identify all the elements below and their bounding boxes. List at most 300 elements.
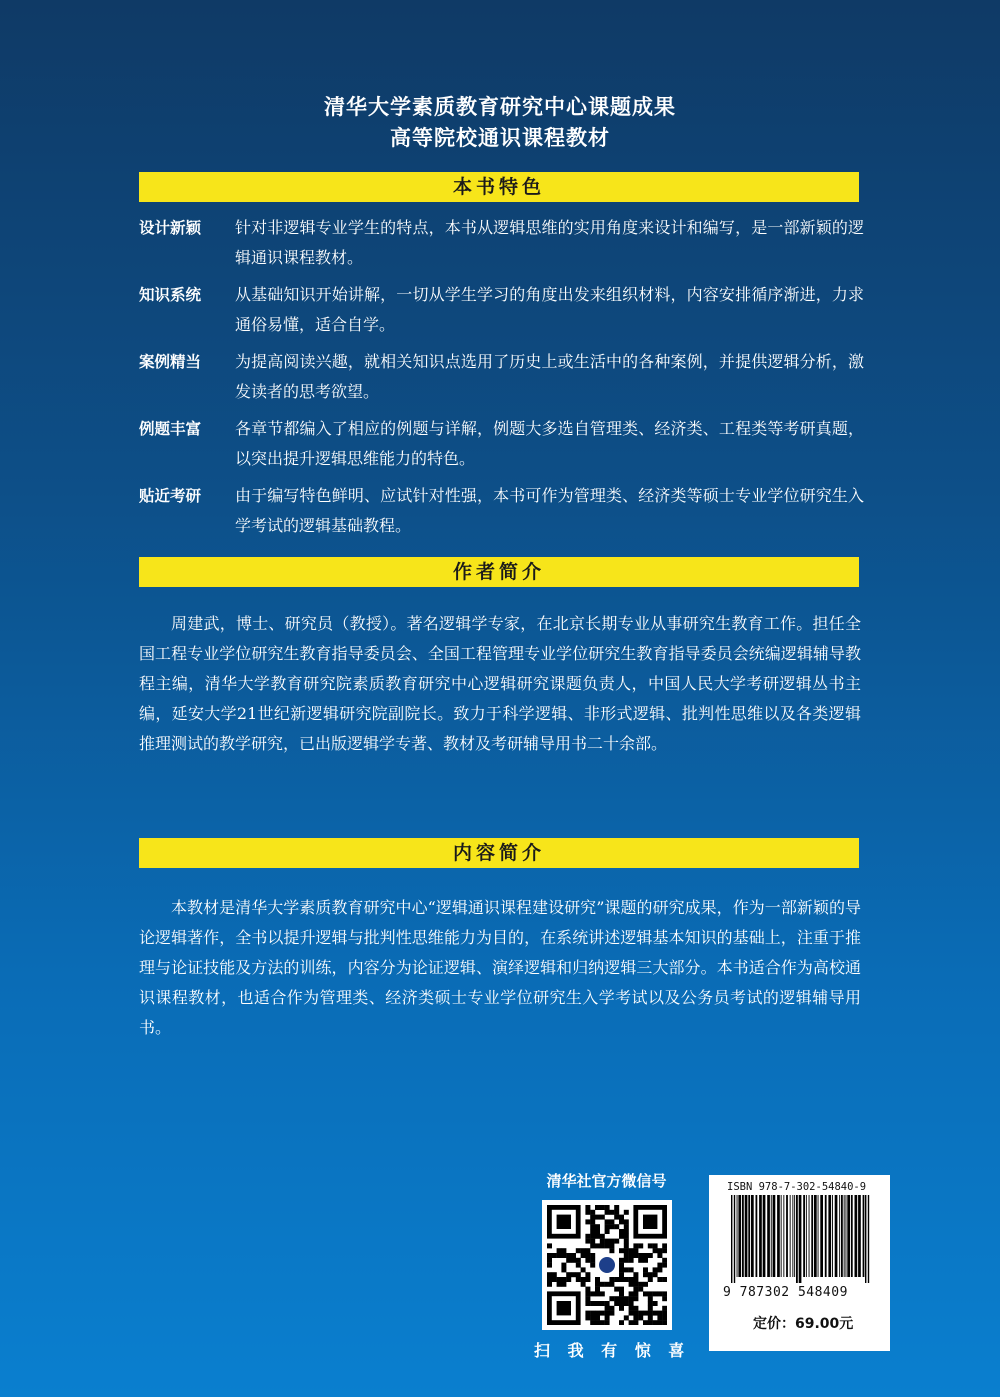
qr-module (585, 1315, 590, 1320)
qr-module (580, 1248, 585, 1253)
qr-module (623, 1210, 628, 1215)
qr-module (556, 1282, 561, 1287)
qr-module (662, 1306, 667, 1311)
qr-module (575, 1248, 580, 1253)
qr-module (566, 1258, 571, 1263)
qr-module (561, 1263, 566, 1268)
qr-module (619, 1258, 624, 1263)
qr-logo-icon (598, 1256, 616, 1274)
qr-module (657, 1263, 662, 1268)
qr-module (561, 1277, 566, 1282)
qr-module (585, 1301, 590, 1306)
qr-module (647, 1311, 652, 1316)
qr-module (599, 1282, 604, 1287)
barcode-bar (742, 1195, 744, 1277)
qr-module (619, 1215, 624, 1220)
qr-module (623, 1267, 628, 1272)
qr-module (585, 1258, 590, 1263)
qr-module (647, 1315, 652, 1320)
qr-module (585, 1248, 590, 1253)
barcode-bar (828, 1195, 831, 1277)
qr-module (604, 1306, 609, 1311)
qr-module (633, 1315, 638, 1320)
qr-module (580, 1277, 585, 1282)
qr-module (551, 1253, 556, 1258)
feature-text: 为提高阅读兴趣，就相关知识点选用了历史上或生活中的各种案例，并提供逻辑分析，激发读者的思考欲望。 (235, 352, 864, 401)
qr-module (590, 1263, 595, 1268)
qr-module (647, 1291, 652, 1296)
qr-module (561, 1253, 566, 1258)
qr-module (662, 1311, 667, 1316)
barcode-bar (773, 1195, 776, 1277)
qr-module (619, 1267, 624, 1272)
qr-module (590, 1291, 595, 1296)
qr-module (638, 1253, 643, 1258)
qr-module (590, 1320, 595, 1325)
qr-finder (643, 1215, 657, 1229)
barcode-bar (796, 1195, 798, 1283)
qr-module (590, 1311, 595, 1316)
qr-module (595, 1234, 600, 1239)
cover-titles (0, 92, 1000, 154)
qr-module (585, 1219, 590, 1224)
qr-module (604, 1219, 609, 1224)
qr-module (556, 1277, 561, 1282)
barcode-bar (731, 1195, 732, 1283)
barcode-bar (777, 1195, 780, 1277)
qr-module (547, 1258, 552, 1263)
qr-module (638, 1287, 643, 1292)
qr-finder (556, 1215, 570, 1229)
qr-module (652, 1301, 657, 1306)
qr-module (604, 1224, 609, 1229)
qr-module (590, 1239, 595, 1244)
qr-module (566, 1272, 571, 1277)
qr-module (619, 1306, 624, 1311)
qr-module (662, 1320, 667, 1325)
qr-module (652, 1243, 657, 1248)
qr-module (647, 1306, 652, 1311)
barcode-bar (738, 1195, 741, 1277)
qr-module (580, 1253, 585, 1258)
qr-module (599, 1234, 604, 1239)
qr-module (604, 1229, 609, 1234)
barcode-bar (814, 1195, 817, 1277)
feature-label: 设计新颖 (139, 219, 202, 237)
barcode-bar (811, 1195, 813, 1277)
qr-module (590, 1234, 595, 1239)
qr-module (609, 1243, 614, 1248)
qr-module (604, 1282, 609, 1287)
qr-module (604, 1205, 609, 1210)
qr-module (643, 1320, 648, 1325)
qr-module (595, 1215, 600, 1220)
qr-module (590, 1215, 595, 1220)
barcode-bar (734, 1195, 735, 1283)
qr-module (623, 1296, 628, 1301)
feature-label: 知识系统 (139, 286, 202, 304)
qr-module (585, 1210, 590, 1215)
qr-module (547, 1243, 552, 1248)
barcode-bar (737, 1195, 738, 1277)
qr-module (623, 1219, 628, 1224)
barcode-bar (818, 1195, 819, 1277)
qr-module (585, 1296, 590, 1301)
barcode-bar (794, 1195, 795, 1277)
qr-module (585, 1311, 590, 1316)
qr-module (547, 1277, 552, 1282)
barcode-bar (763, 1195, 766, 1277)
qr-module (585, 1253, 590, 1258)
qr-module (633, 1248, 638, 1253)
qr-module (662, 1277, 667, 1282)
qr-module (628, 1301, 633, 1306)
barcode-bar (820, 1195, 823, 1277)
qr-module (657, 1253, 662, 1258)
barcode-bar (835, 1195, 838, 1277)
barcode-bar (855, 1195, 858, 1277)
price-label: 定价：69.00元 (753, 1316, 854, 1332)
qr-module (652, 1272, 657, 1277)
qr-module (633, 1272, 638, 1277)
feature-item (139, 280, 864, 340)
qr-module (609, 1282, 614, 1287)
qr-module (566, 1277, 571, 1282)
qr-module (585, 1287, 590, 1292)
qr-module (623, 1243, 628, 1248)
qr-module (604, 1315, 609, 1320)
barcode-bar (767, 1195, 770, 1277)
qr-module (590, 1258, 595, 1263)
qr-module (619, 1263, 624, 1268)
barcode-bar (786, 1195, 788, 1277)
qr-module (652, 1267, 657, 1272)
qr-module (647, 1296, 652, 1301)
qr-module (623, 1239, 628, 1244)
isbn-text: ISBN 978-7-302-54840-9 (727, 1181, 867, 1193)
qr-module (623, 1277, 628, 1282)
qr-module (633, 1277, 638, 1282)
qr-module (604, 1239, 609, 1244)
qr-module (628, 1320, 633, 1325)
qr-module (657, 1267, 662, 1272)
qr-module (628, 1311, 633, 1316)
qr-module (595, 1315, 600, 1320)
barcode-bar (847, 1195, 850, 1277)
qr-module (619, 1301, 624, 1306)
qr-module (662, 1291, 667, 1296)
qr-module (647, 1272, 652, 1277)
qr-module (590, 1243, 595, 1248)
qr-module (556, 1248, 561, 1253)
qr-module (571, 1258, 576, 1263)
qr-module (609, 1219, 614, 1224)
qr-module (585, 1291, 590, 1296)
qr-module (614, 1215, 619, 1220)
qr-module (633, 1320, 638, 1325)
barcode-bar (863, 1195, 865, 1277)
wechat-qr-block (534, 1170, 691, 1361)
qr-module (619, 1219, 624, 1224)
qr-module (628, 1296, 633, 1301)
qr-module (638, 1311, 643, 1316)
author-heading: 作者简介 (139, 557, 859, 587)
qr-module (638, 1258, 643, 1263)
qr-module (633, 1282, 638, 1287)
qr-module (662, 1243, 667, 1248)
qr-module (623, 1229, 628, 1234)
barcode-bar (751, 1195, 754, 1277)
barcode-bar (783, 1195, 784, 1277)
qr-module (643, 1253, 648, 1258)
qr-module (657, 1277, 662, 1282)
qr-caption: 清华社官方微信号 (546, 1172, 667, 1190)
qr-module (619, 1272, 624, 1277)
qr-module (628, 1258, 633, 1263)
feature-item (139, 347, 864, 407)
barcode-bar (825, 1195, 827, 1277)
qr-module (633, 1296, 638, 1301)
isbn-barcode-block (709, 1175, 890, 1351)
qr-module (599, 1243, 604, 1248)
barcode-bar (799, 1195, 802, 1283)
qr-module (585, 1239, 590, 1244)
qr-module (595, 1301, 600, 1306)
series-subtitle: 高等院校通识课程教材 (390, 126, 610, 150)
qr-module (623, 1253, 628, 1258)
qr-module (628, 1306, 633, 1311)
qr-module (647, 1301, 652, 1306)
qr-module (643, 1282, 648, 1287)
qr-module (614, 1205, 619, 1210)
qr-module (657, 1315, 662, 1320)
qr-module (580, 1282, 585, 1287)
qr-module (657, 1311, 662, 1316)
qr-module (595, 1320, 600, 1325)
qr-module (647, 1243, 652, 1248)
barcode-bar (868, 1195, 869, 1283)
qr-module (599, 1205, 604, 1210)
qr-module (585, 1272, 590, 1277)
qr-module (614, 1277, 619, 1282)
qr-module (595, 1229, 600, 1234)
qr-module (614, 1296, 619, 1301)
qr-module (609, 1311, 614, 1316)
qr-module (595, 1287, 600, 1292)
qr-module (571, 1253, 576, 1258)
qr-module (619, 1229, 624, 1234)
qr-module (633, 1306, 638, 1311)
features-list (139, 213, 864, 548)
barcode-bar (846, 1195, 847, 1277)
qr-module (647, 1253, 652, 1258)
qr-module (609, 1306, 614, 1311)
qr-module (647, 1320, 652, 1325)
barcode-bar (851, 1195, 853, 1277)
qr-module (599, 1320, 604, 1325)
qr-module (633, 1291, 638, 1296)
qr-module (638, 1243, 643, 1248)
feature-text: 从基础知识开始讲解，一切从学生学习的角度出发来组织材料，内容安排循序渐进，力求通俗易懂，适合自学。 (235, 285, 864, 334)
qr-module (604, 1311, 609, 1316)
qr-module (614, 1239, 619, 1244)
qr-module (662, 1296, 667, 1301)
feature-item (139, 481, 864, 541)
content-summary: 本教材是清华大学素质教育研究中心“逻辑通识课程建设研究”课题的研究成果，作为一部新颖的导论逻辑著作，全书以提升逻辑与批判性思维能力为目的，在系统讲述逻辑基本知识的基础上，注重于推理与论证技能及方法的训练，内容分为论证逻辑、演绎逻辑和归纳逻辑三大部分。本书适合作为高校通识课程教材，也适合作为管理类、经济类硕士专业学位研究生入学考试以及公务员考试的逻辑辅导用书。 (139, 898, 861, 1037)
qr-module (599, 1311, 604, 1316)
qr-module (590, 1219, 595, 1224)
qr-module (619, 1287, 624, 1292)
qr-code-icon (542, 1200, 672, 1330)
qr-module (609, 1248, 614, 1253)
qr-module (628, 1282, 633, 1287)
qr-module (619, 1296, 624, 1301)
barcode-bar (771, 1195, 772, 1277)
qr-module (585, 1234, 590, 1239)
content-heading: 内容简介 (139, 838, 859, 868)
qr-module (643, 1311, 648, 1316)
qr-module (657, 1248, 662, 1253)
qr-module (604, 1210, 609, 1215)
feature-text: 针对非逻辑专业学生的特点，本书从逻辑思维的实用角度来设计和编写，是一部新颖的逻辑通识课程教材。 (235, 218, 864, 267)
qr-module (547, 1272, 552, 1277)
qr-module (609, 1296, 614, 1301)
barcode-icon (731, 1195, 871, 1283)
qr-module (643, 1272, 648, 1277)
qr-module (643, 1291, 648, 1296)
qr-module (575, 1277, 580, 1282)
barcode-bar (809, 1195, 810, 1277)
qr-module (628, 1277, 633, 1282)
qr-module (657, 1320, 662, 1325)
qr-module (614, 1301, 619, 1306)
qr-module (638, 1315, 643, 1320)
barcode-bar (759, 1195, 762, 1277)
feature-label: 贴近考研 (139, 487, 202, 505)
barcode-bar (803, 1195, 805, 1277)
qr-module (623, 1258, 628, 1263)
qr-module (547, 1253, 552, 1258)
qr-module (633, 1311, 638, 1316)
qr-module (547, 1263, 552, 1268)
qr-module (619, 1291, 624, 1296)
qr-module (599, 1215, 604, 1220)
qr-module (604, 1301, 609, 1306)
qr-module (609, 1277, 614, 1282)
qr-module (643, 1258, 648, 1263)
barcode-bar (748, 1195, 750, 1277)
qr-module (652, 1248, 657, 1253)
qr-module (566, 1253, 571, 1258)
qr-pattern (547, 1205, 667, 1325)
qr-module (595, 1291, 600, 1296)
qr-module (609, 1210, 614, 1215)
qr-module (652, 1291, 657, 1296)
qr-module (590, 1224, 595, 1229)
feature-text: 各章节都编入了相应的例题与详解，例题大多选自管理类、经济类、工程类等考研真题，以突出提升逻辑思维能力的特色。 (235, 419, 864, 468)
qr-module (614, 1210, 619, 1215)
qr-module (628, 1248, 633, 1253)
qr-module (623, 1315, 628, 1320)
qr-module (551, 1277, 556, 1282)
barcode-bar (806, 1195, 807, 1277)
qr-module (599, 1291, 604, 1296)
qr-module (609, 1224, 614, 1229)
barcode-bar (745, 1195, 748, 1277)
qr-module (633, 1287, 638, 1292)
feature-item (139, 414, 864, 474)
qr-module (595, 1243, 600, 1248)
qr-module (595, 1205, 600, 1210)
qr-module (628, 1291, 633, 1296)
qr-module (623, 1224, 628, 1229)
qr-module (590, 1253, 595, 1258)
qr-module (623, 1301, 628, 1306)
qr-module (619, 1248, 624, 1253)
features-heading: 本书特色 (139, 172, 859, 202)
qr-module (590, 1301, 595, 1306)
qr-module (628, 1253, 633, 1258)
series-title: 清华大学素质教育研究中心课题成果 (324, 95, 676, 119)
qr-module (662, 1258, 667, 1263)
qr-module (604, 1320, 609, 1325)
qr-module (561, 1248, 566, 1253)
barcode-bar (792, 1195, 793, 1277)
barcode-bar (790, 1195, 791, 1277)
feature-label: 例题丰富 (139, 420, 202, 438)
qr-module (590, 1229, 595, 1234)
qr-module (619, 1320, 624, 1325)
feature-item (139, 213, 864, 273)
qr-module (595, 1311, 600, 1316)
barcode-bar (832, 1195, 833, 1277)
qr-module (595, 1282, 600, 1287)
qr-module (662, 1315, 667, 1320)
qr-module (585, 1205, 590, 1210)
feature-text: 由于编写特色鲜明、应试针对性强，本书可作为管理类、经济类等硕士专业学位研究生入学考试的逻辑基础教程。 (235, 486, 864, 535)
qr-module (619, 1277, 624, 1282)
qr-module (657, 1291, 662, 1296)
qr-module (662, 1263, 667, 1268)
feature-label: 案例精当 (139, 353, 202, 371)
author-bio: 周建武，博士、研究员（教授）。著名逻辑学专家，在北京长期专业从事研究生教育工作。担任全国工程专业学位研究生教育指导委员会、全国工程管理专业学位研究生教育指导委员会统编逻辑辅导教程主编，清华大学教育研究院素质教育研究中心逻辑研究课题负责人，中国人民大学考研逻辑丛书主编，延安大学21世纪新逻辑研究院副院长。致力于科学逻辑、非形式逻辑、批判性思维以及各类逻辑推理测试的教学研究，已出版逻辑学专著、教材及考研辅导用书二十余部。 (139, 614, 861, 753)
qr-module (599, 1301, 604, 1306)
qr-module (575, 1258, 580, 1263)
barcode-bar (865, 1195, 866, 1283)
qr-module (647, 1277, 652, 1282)
qr-module (556, 1253, 561, 1258)
qr-module (619, 1234, 624, 1239)
qr-module (623, 1248, 628, 1253)
qr-module (614, 1224, 619, 1229)
qr-module (575, 1263, 580, 1268)
qr-module (561, 1282, 566, 1287)
barcode-bar (756, 1195, 758, 1277)
qr-module (633, 1243, 638, 1248)
qr-module (652, 1320, 657, 1325)
barcode-bar (781, 1195, 782, 1277)
qr-module (652, 1311, 657, 1316)
qr-module (595, 1224, 600, 1229)
qr-module (638, 1282, 643, 1287)
qr-module (571, 1272, 576, 1277)
qr-module (604, 1243, 609, 1248)
qr-module (614, 1287, 619, 1292)
qr-finder (556, 1301, 570, 1315)
qr-module (628, 1267, 633, 1272)
qr-module (580, 1267, 585, 1272)
qr-module (590, 1210, 595, 1215)
